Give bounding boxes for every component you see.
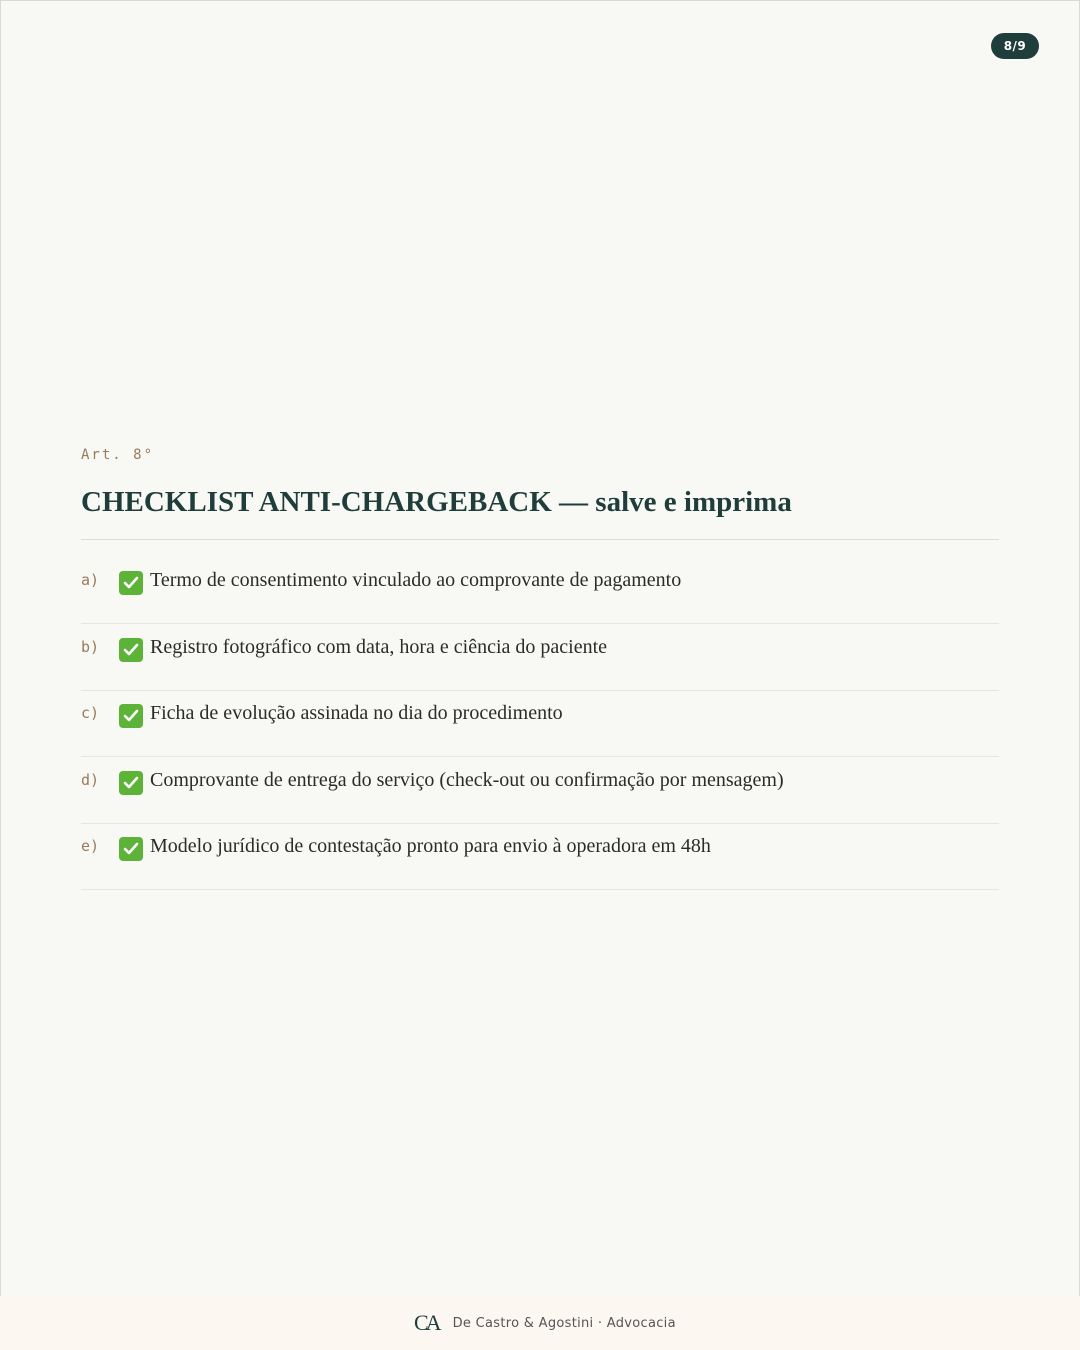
item-text: Registro fotográfico com data, hora e ciência do paciente — [150, 635, 608, 658]
checklist-item — [81, 558, 999, 624]
item-text: Comprovante de entrega do serviço (check-out ou confirmação por mensagem) — [150, 768, 784, 791]
item-marker: a) — [81, 571, 100, 589]
page-title: CHECKLIST ANTI-CHARGEBACK — salve e imprima — [81, 482, 999, 540]
item-text: Ficha de evolução assinada no dia do procedimento — [150, 702, 563, 724]
check-mark-icon — [119, 704, 143, 728]
brand-name: De Castro & Agostini · Advocacia — [452, 1315, 676, 1331]
checklist-item — [81, 691, 999, 757]
check-mark-icon — [119, 638, 143, 662]
page-indicator-badge: 8/9 — [991, 33, 1039, 59]
check-mark-icon — [119, 837, 143, 861]
item-text: Modelo jurídico de contestação pronto para envio à operadora em 48h — [150, 835, 711, 857]
check-mark-icon — [119, 771, 143, 795]
item-text: Termo de consentimento vinculado ao comprovante de pagamento — [150, 569, 682, 591]
item-marker: d) — [81, 770, 100, 789]
article-label: Art. 8° — [81, 447, 155, 463]
item-marker: e) — [81, 837, 100, 855]
checklist-item — [81, 758, 999, 824]
checklist — [81, 558, 999, 890]
checklist-item — [81, 824, 999, 890]
check-mark-icon — [119, 571, 143, 595]
brand-logo: CA — [414, 1310, 439, 1335]
footer-brand-group — [414, 1311, 676, 1335]
checklist-item — [81, 625, 999, 691]
item-marker: c) — [81, 704, 100, 722]
checklist-section — [81, 444, 999, 890]
item-marker: b) — [81, 637, 100, 656]
footer — [0, 1296, 1080, 1350]
